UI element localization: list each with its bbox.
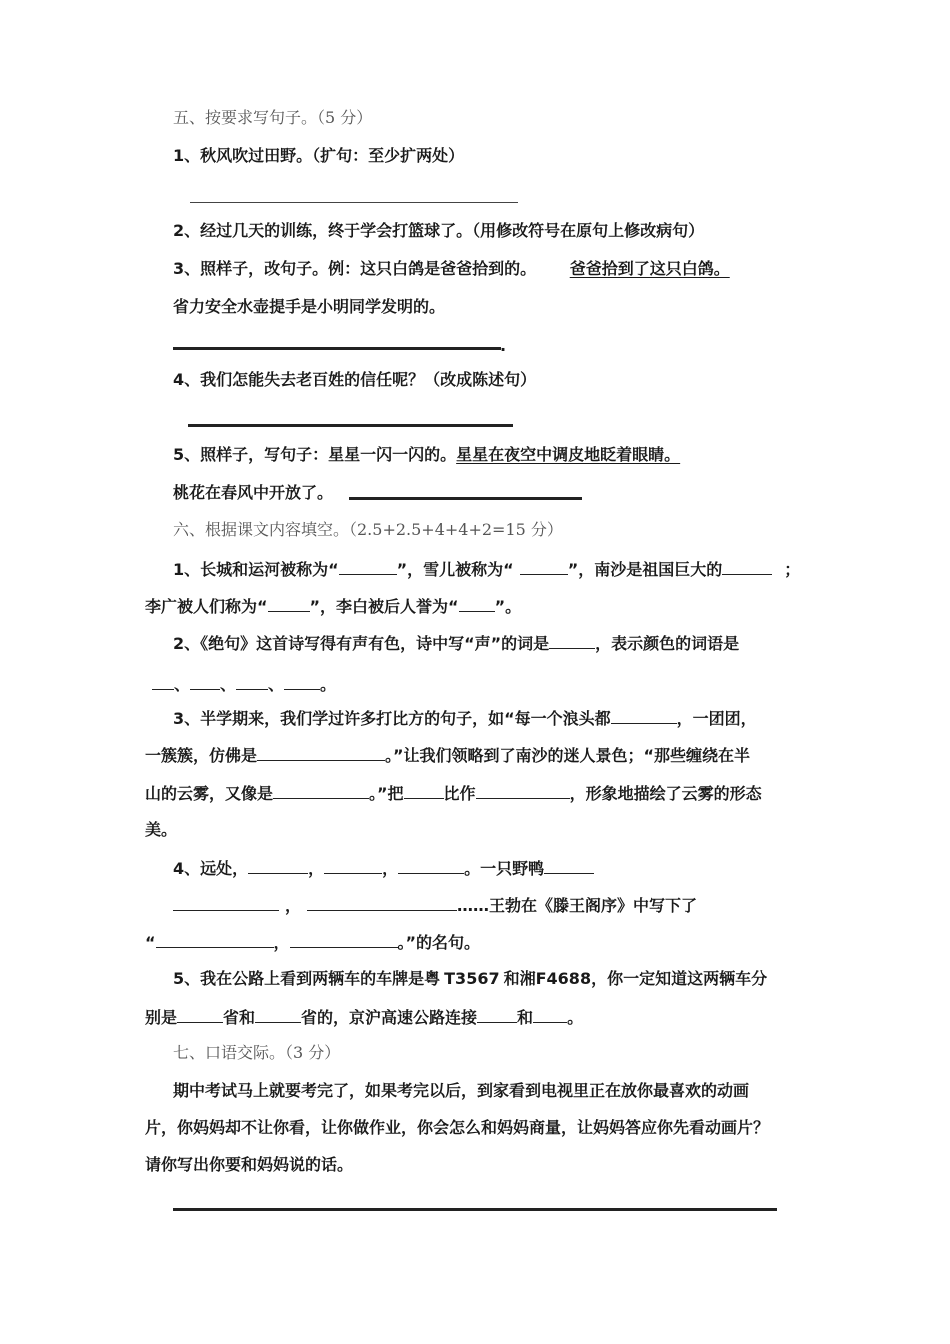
sec6-q3b: ，一团团， bbox=[676, 709, 757, 728]
blank-city-1[interactable] bbox=[477, 1006, 517, 1023]
sec6-q3f: 。”把 bbox=[369, 784, 404, 803]
sec5-q5-line2-text: 桃花在春风中开放了。 bbox=[173, 483, 334, 502]
sec5-q3-prefix: 3、照样子，改句子。例：这只白鸽是爸爸拾到的。 bbox=[173, 259, 537, 278]
sec6-q3h: ，形象地描绘了云雾的形态 bbox=[569, 784, 762, 803]
blank-color-2[interactable] bbox=[190, 673, 220, 690]
blank-li-bai[interactable] bbox=[459, 595, 495, 612]
sec6-q1b: ”，雪儿被称为“ bbox=[396, 560, 514, 579]
sec5-q5-example: 星星在夜空中调皮地眨着眼睛。 bbox=[456, 445, 681, 464]
blank-sound-word[interactable] bbox=[549, 632, 595, 649]
blank-far-1[interactable] bbox=[248, 857, 308, 874]
blank-color-4[interactable] bbox=[284, 673, 320, 690]
sec7-p2: 片，你妈妈却不让你看，让你做作业，你会怎么和妈妈商量，让妈妈答应你先看动画片？ bbox=[145, 1118, 770, 1137]
blank-compare-a[interactable] bbox=[404, 782, 444, 799]
blank-province-1[interactable] bbox=[177, 1006, 223, 1023]
sec6-q2a: 2、《绝句》这首诗写得有声有色，诗中写“声”的词是 bbox=[173, 634, 550, 653]
sec6-sep-1: 、 bbox=[174, 675, 191, 694]
sec5-q3-example: 爸爸拾到了这只白鸽。 bbox=[569, 259, 730, 278]
sec6-q3a: 3、半学期来，我们学过许多打比方的句子，如“每一个浪头都 bbox=[173, 709, 611, 728]
sec6-q4d: “ bbox=[145, 933, 156, 952]
sec6-q4a: 4、远处， bbox=[173, 859, 249, 878]
blank-duck[interactable] bbox=[544, 857, 594, 874]
answer-line-q3[interactable] bbox=[173, 347, 501, 350]
sec6-sep-2: 、 bbox=[220, 675, 237, 694]
sec7-p1: 期中考试马上就要考完了，如果考完以后，到家看到电视里正在放你最喜欢的动画 bbox=[173, 1081, 750, 1100]
sec6-end: 。 bbox=[320, 675, 337, 694]
sec6-q2-line1 bbox=[173, 632, 739, 654]
sec6-q3c: 一簇簇，仿佛是 bbox=[145, 746, 258, 765]
sec6-sep-3: 、 bbox=[268, 675, 285, 694]
sec6-q5-line1 bbox=[173, 969, 767, 989]
sec6-comma-2: ， bbox=[382, 859, 399, 878]
blank-compare-b[interactable] bbox=[476, 782, 570, 799]
sec6-q4e: 。”的名句。 bbox=[397, 933, 481, 952]
sec6-q3-line3 bbox=[145, 782, 762, 804]
sec5-q5-prefix: 5、照样子，写句子：星星一闪一闪的。 bbox=[173, 445, 457, 464]
plate-1: T3567 bbox=[444, 969, 500, 988]
sec6-q1c: ”，南沙是祖国巨大的 bbox=[567, 560, 723, 579]
sec5-q2: 2、经过几天的训练，终于学会打篮球了。（用修改符号在原句上修改病句） bbox=[173, 221, 705, 240]
sec6-q5a: 5、我在公路上看到两辆车的车牌是粤 bbox=[173, 969, 441, 988]
blank-duck-2[interactable] bbox=[173, 894, 279, 911]
blank-cloud-like[interactable] bbox=[273, 782, 369, 799]
blank-wave[interactable] bbox=[611, 707, 677, 724]
sec6-q1-line1 bbox=[173, 558, 800, 580]
sec6-q5i: 和 bbox=[517, 1008, 534, 1027]
sec6-q2b: ，表示颜色的词语是 bbox=[595, 634, 740, 653]
blank-poem-1[interactable] bbox=[156, 931, 274, 948]
sec6-q3-line2 bbox=[145, 744, 750, 766]
section-5-title: 五、按要求写句子。（5 分） bbox=[173, 108, 373, 127]
blank-color-3[interactable] bbox=[236, 673, 268, 690]
sec6-q3d: 。”让我们领略到了南沙的迷人景色；“那些缠绕在半 bbox=[385, 746, 751, 765]
sec6-q5e: ，你一定知道这两辆车分 bbox=[591, 969, 768, 988]
sec6-q5f: 别是 bbox=[145, 1008, 178, 1027]
sec5-q1: 1、秋风吹过田野。（扩句：至少扩两处） bbox=[173, 146, 465, 165]
section-7-title: 七、口语交际。（3 分） bbox=[173, 1043, 341, 1062]
blank-great-wall[interactable] bbox=[339, 558, 397, 575]
sec6-comma-3: ， bbox=[285, 896, 302, 915]
answer-line-sec7[interactable] bbox=[173, 1208, 777, 1211]
blank-province-2[interactable] bbox=[255, 1006, 301, 1023]
answer-line-q3-dot: . bbox=[500, 336, 507, 355]
blank-li-guang[interactable] bbox=[268, 595, 310, 612]
blank-xueer[interactable] bbox=[520, 558, 568, 575]
blank-nansha[interactable] bbox=[722, 558, 772, 575]
blank-color-1[interactable] bbox=[152, 673, 174, 690]
sec5-q5 bbox=[173, 445, 684, 465]
sec5-q3 bbox=[173, 259, 738, 279]
sec6-q4-line3 bbox=[145, 931, 480, 953]
sec6-q5c: 和湘 bbox=[503, 969, 536, 988]
plate-2: F4688 bbox=[535, 969, 592, 988]
blank-far-2[interactable] bbox=[324, 857, 382, 874]
sec5-q5-line2 bbox=[173, 483, 333, 503]
sec5-q4: 4、我们怎能失去老百姓的信任呢？（改成陈述句） bbox=[173, 370, 537, 389]
sec6-q2-line2 bbox=[152, 673, 336, 695]
sec6-q4b: 。一只野鸭 bbox=[464, 859, 545, 878]
sec6-q1e: 李广被人们称为“ bbox=[145, 597, 268, 616]
sec6-q5h: 省的，京沪高速公路连接 bbox=[301, 1008, 478, 1027]
blank-poem-2[interactable] bbox=[290, 931, 398, 948]
answer-line-q1[interactable] bbox=[190, 202, 518, 203]
section-6-title: 六、根据课文内容填空。（2.5+2.5+4+4+2=15 分） bbox=[173, 520, 563, 539]
blank-far-3[interactable] bbox=[398, 857, 464, 874]
sec6-q1g: ”。 bbox=[494, 597, 522, 616]
answer-line-q5[interactable] bbox=[349, 497, 582, 500]
sec6-comma-4: ， bbox=[273, 933, 290, 952]
blank-city-2[interactable] bbox=[533, 1006, 567, 1023]
sec6-comma-1: ， bbox=[308, 859, 325, 878]
sec6-q4-line1 bbox=[173, 857, 594, 879]
blank-duck-3[interactable] bbox=[307, 894, 457, 911]
sec6-q4c: ……王勃在《滕王阁序》中写下了 bbox=[457, 896, 698, 915]
answer-line-q4[interactable] bbox=[188, 424, 513, 427]
sec6-q1a: 1、长城和运河被称为“ bbox=[173, 560, 339, 579]
sec6-q5j: 。 bbox=[567, 1008, 584, 1027]
sec7-p3: 请你写出你要和妈妈说的话。 bbox=[145, 1155, 354, 1174]
sec6-q1d: ； bbox=[784, 560, 801, 579]
blank-like[interactable] bbox=[257, 744, 385, 761]
sec6-q3e: 山的云雾，又像是 bbox=[145, 784, 274, 803]
sec6-q4-line2 bbox=[173, 894, 697, 916]
sec6-q3g: 比作 bbox=[443, 784, 476, 803]
sec6-q5g: 省和 bbox=[223, 1008, 256, 1027]
sec6-q3-line4: 美。 bbox=[145, 820, 178, 839]
sec6-q1-line2 bbox=[145, 595, 521, 617]
sec6-q5-line2 bbox=[145, 1006, 583, 1028]
sec6-q1f: ”，李白被后人誉为“ bbox=[309, 597, 459, 616]
sec6-q3-line1 bbox=[173, 707, 757, 729]
sec5-q3-line2: 省力安全水壶提手是小明同学发明的。 bbox=[173, 297, 446, 316]
